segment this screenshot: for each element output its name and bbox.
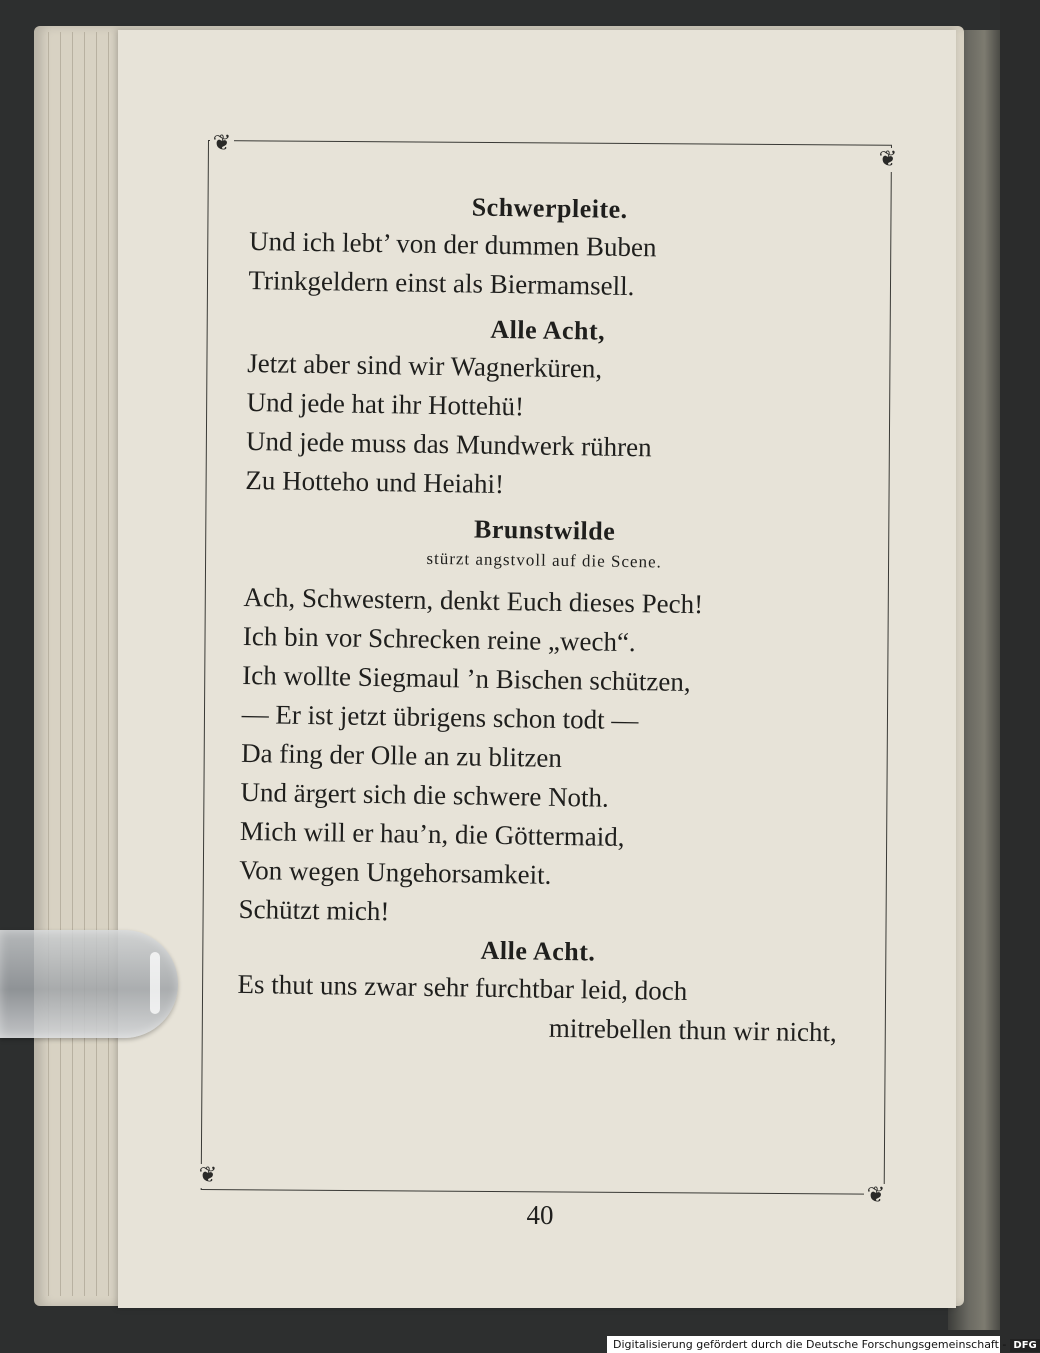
- verse-line: mitrebellen thun wir nicht,: [548, 1012, 838, 1048]
- verse-line: Zu Hotteho und Heiahi!: [245, 464, 505, 500]
- page-edge: [108, 32, 117, 1296]
- verse-line: — Er ist jetzt übrigens schon todt —: [241, 698, 639, 736]
- credit-text: Digitalisierung gefördert durch die Deutsche Forschungsgemeinschaft -: [613, 1338, 1007, 1351]
- page-edge: [84, 32, 93, 1296]
- verse-line: Jetzt aber sind wir Wagnerküren,: [246, 347, 603, 384]
- dfg-logo: DFG: [1010, 1339, 1039, 1352]
- verse-line: Es thut uns zwar sehr furchtbar leid, doch: [237, 968, 688, 1006]
- stanza: [237, 965, 838, 1052]
- fleuron-icon: ❦: [210, 132, 234, 156]
- verse-line: Ach, Schwestern, denkt Euch dieses Pech!: [243, 581, 704, 620]
- fleuron-icon: ❦: [876, 148, 900, 172]
- verse-line: Da fing der Olle an zu blitzen: [240, 737, 563, 773]
- speaker-heading: Brunstwilde: [473, 514, 616, 546]
- verse-line: Ich bin vor Schrecken reine „wech“.: [242, 620, 636, 658]
- page-edge: [96, 32, 105, 1296]
- speaker-heading: Alle Acht.: [480, 935, 596, 967]
- bookmark-clip-icon: [0, 930, 178, 1038]
- verse-line: Trinkgeldern einst als Biermamsell.: [248, 264, 635, 302]
- digitization-credit: [607, 1336, 1037, 1353]
- verse-line: Und jede muss das Mundwerk rühren: [245, 425, 652, 463]
- verse-line: Von wegen Ungehorsamkeit.: [239, 854, 552, 890]
- fleuron-icon: ❦: [196, 1164, 220, 1188]
- stanza: [248, 222, 849, 309]
- verse-line: Ich wollte Siegmaul ’n Bischen schützen,: [242, 659, 691, 697]
- stage-direction: stürzt angstvoll auf die Scene.: [426, 548, 662, 572]
- speaker-heading: Alle Acht,: [490, 314, 606, 346]
- page-edge: [48, 32, 57, 1296]
- verse-line: Und ich lebt’ von der dummen Buben: [248, 225, 657, 263]
- verse-line: Und ärgert sich die schwere Noth.: [240, 776, 610, 813]
- speaker-heading: Schwerpleite.: [471, 192, 628, 224]
- verse-line: Mich will er hau’n, die Göttermaid,: [239, 815, 625, 852]
- verse-line: Und jede hat ihr Hottehü!: [246, 386, 525, 422]
- verse-line: Schützt mich!: [238, 893, 390, 927]
- page-edge: [72, 32, 81, 1296]
- stanza: [245, 344, 847, 509]
- page-edge: [60, 32, 69, 1296]
- stanza: [238, 578, 843, 938]
- fleuron-icon: ❦: [864, 1184, 888, 1208]
- page-number: 40: [526, 1200, 554, 1230]
- page-text: [235, 186, 850, 1175]
